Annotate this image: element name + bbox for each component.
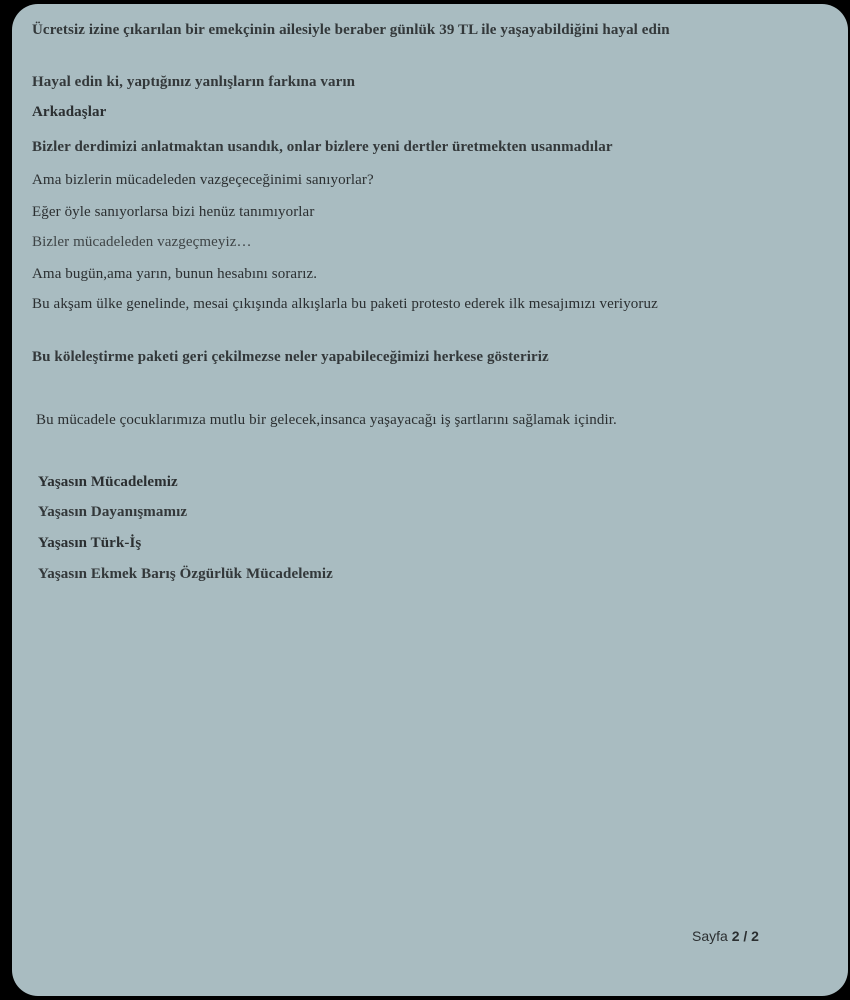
paragraph-protest-tonight: Bu akşam ülke genelinde, mesai çıkışında alkışlarla bu paketi protesto ederek ilk mesajımızı veriyoruz (32, 296, 658, 312)
page-total: 2 (751, 928, 759, 944)
slogan-turk-is: Yaşasın Türk-İş (38, 535, 142, 551)
paragraph-withdraw-package: Bu köleleştirme paketi geri çekilmezse neler yapabileceğimizi herkese gösteririz (32, 349, 549, 365)
slogan-ekmek-baris-ozgurluk: Yaşasın Ekmek Barış Özgürlük Mücadelemiz (38, 566, 333, 582)
paragraph-think-we-give-up: Ama bizlerin mücadeleden vazgeçeceğinimi sanıyorlar? (32, 172, 374, 188)
page-label: Sayfa (692, 928, 728, 944)
paragraph-tired-of-telling: Bizler derdimizi anlatmaktan usandık, onlar bizlere yeni dertler üretmekten usanmadılar (32, 139, 613, 155)
paragraph-for-our-children: Bu mücadele çocuklarımıza mutlu bir gelecek,insanca yaşayacağı iş şartlarını sağlamak içindir. (36, 412, 617, 428)
paragraph-friends: Arkadaşlar (32, 104, 107, 120)
page-number (692, 928, 759, 944)
slogan-dayanisma: Yaşasın Dayanışmamız (38, 504, 188, 520)
paragraph-never-give-up: Bizler mücadeleden vazgeçmeyiz… (32, 234, 252, 250)
paragraph-realize-mistakes: Hayal edin ki, yaptığınız yanlışların farkına varın (32, 74, 356, 90)
page-current: 2 (731, 928, 740, 944)
paragraph-dont-know-us: Eğer öyle sanıyorlarsa bizi henüz tanımıyorlar (32, 204, 315, 220)
slogan-mucadele: Yaşasın Mücadelemiz (38, 474, 178, 490)
paragraph-hold-accountable: Ama bugün,ama yarın, bunun hesabını sorarız. (32, 266, 318, 282)
document-page (12, 4, 848, 996)
paragraph-imagine-39tl: Ücretsiz izine çıkarılan bir emekçinin ailesiyle beraber günlük 39 TL ile yaşayabildiğini hayal edin (32, 22, 670, 38)
page-separator: / (743, 928, 748, 944)
